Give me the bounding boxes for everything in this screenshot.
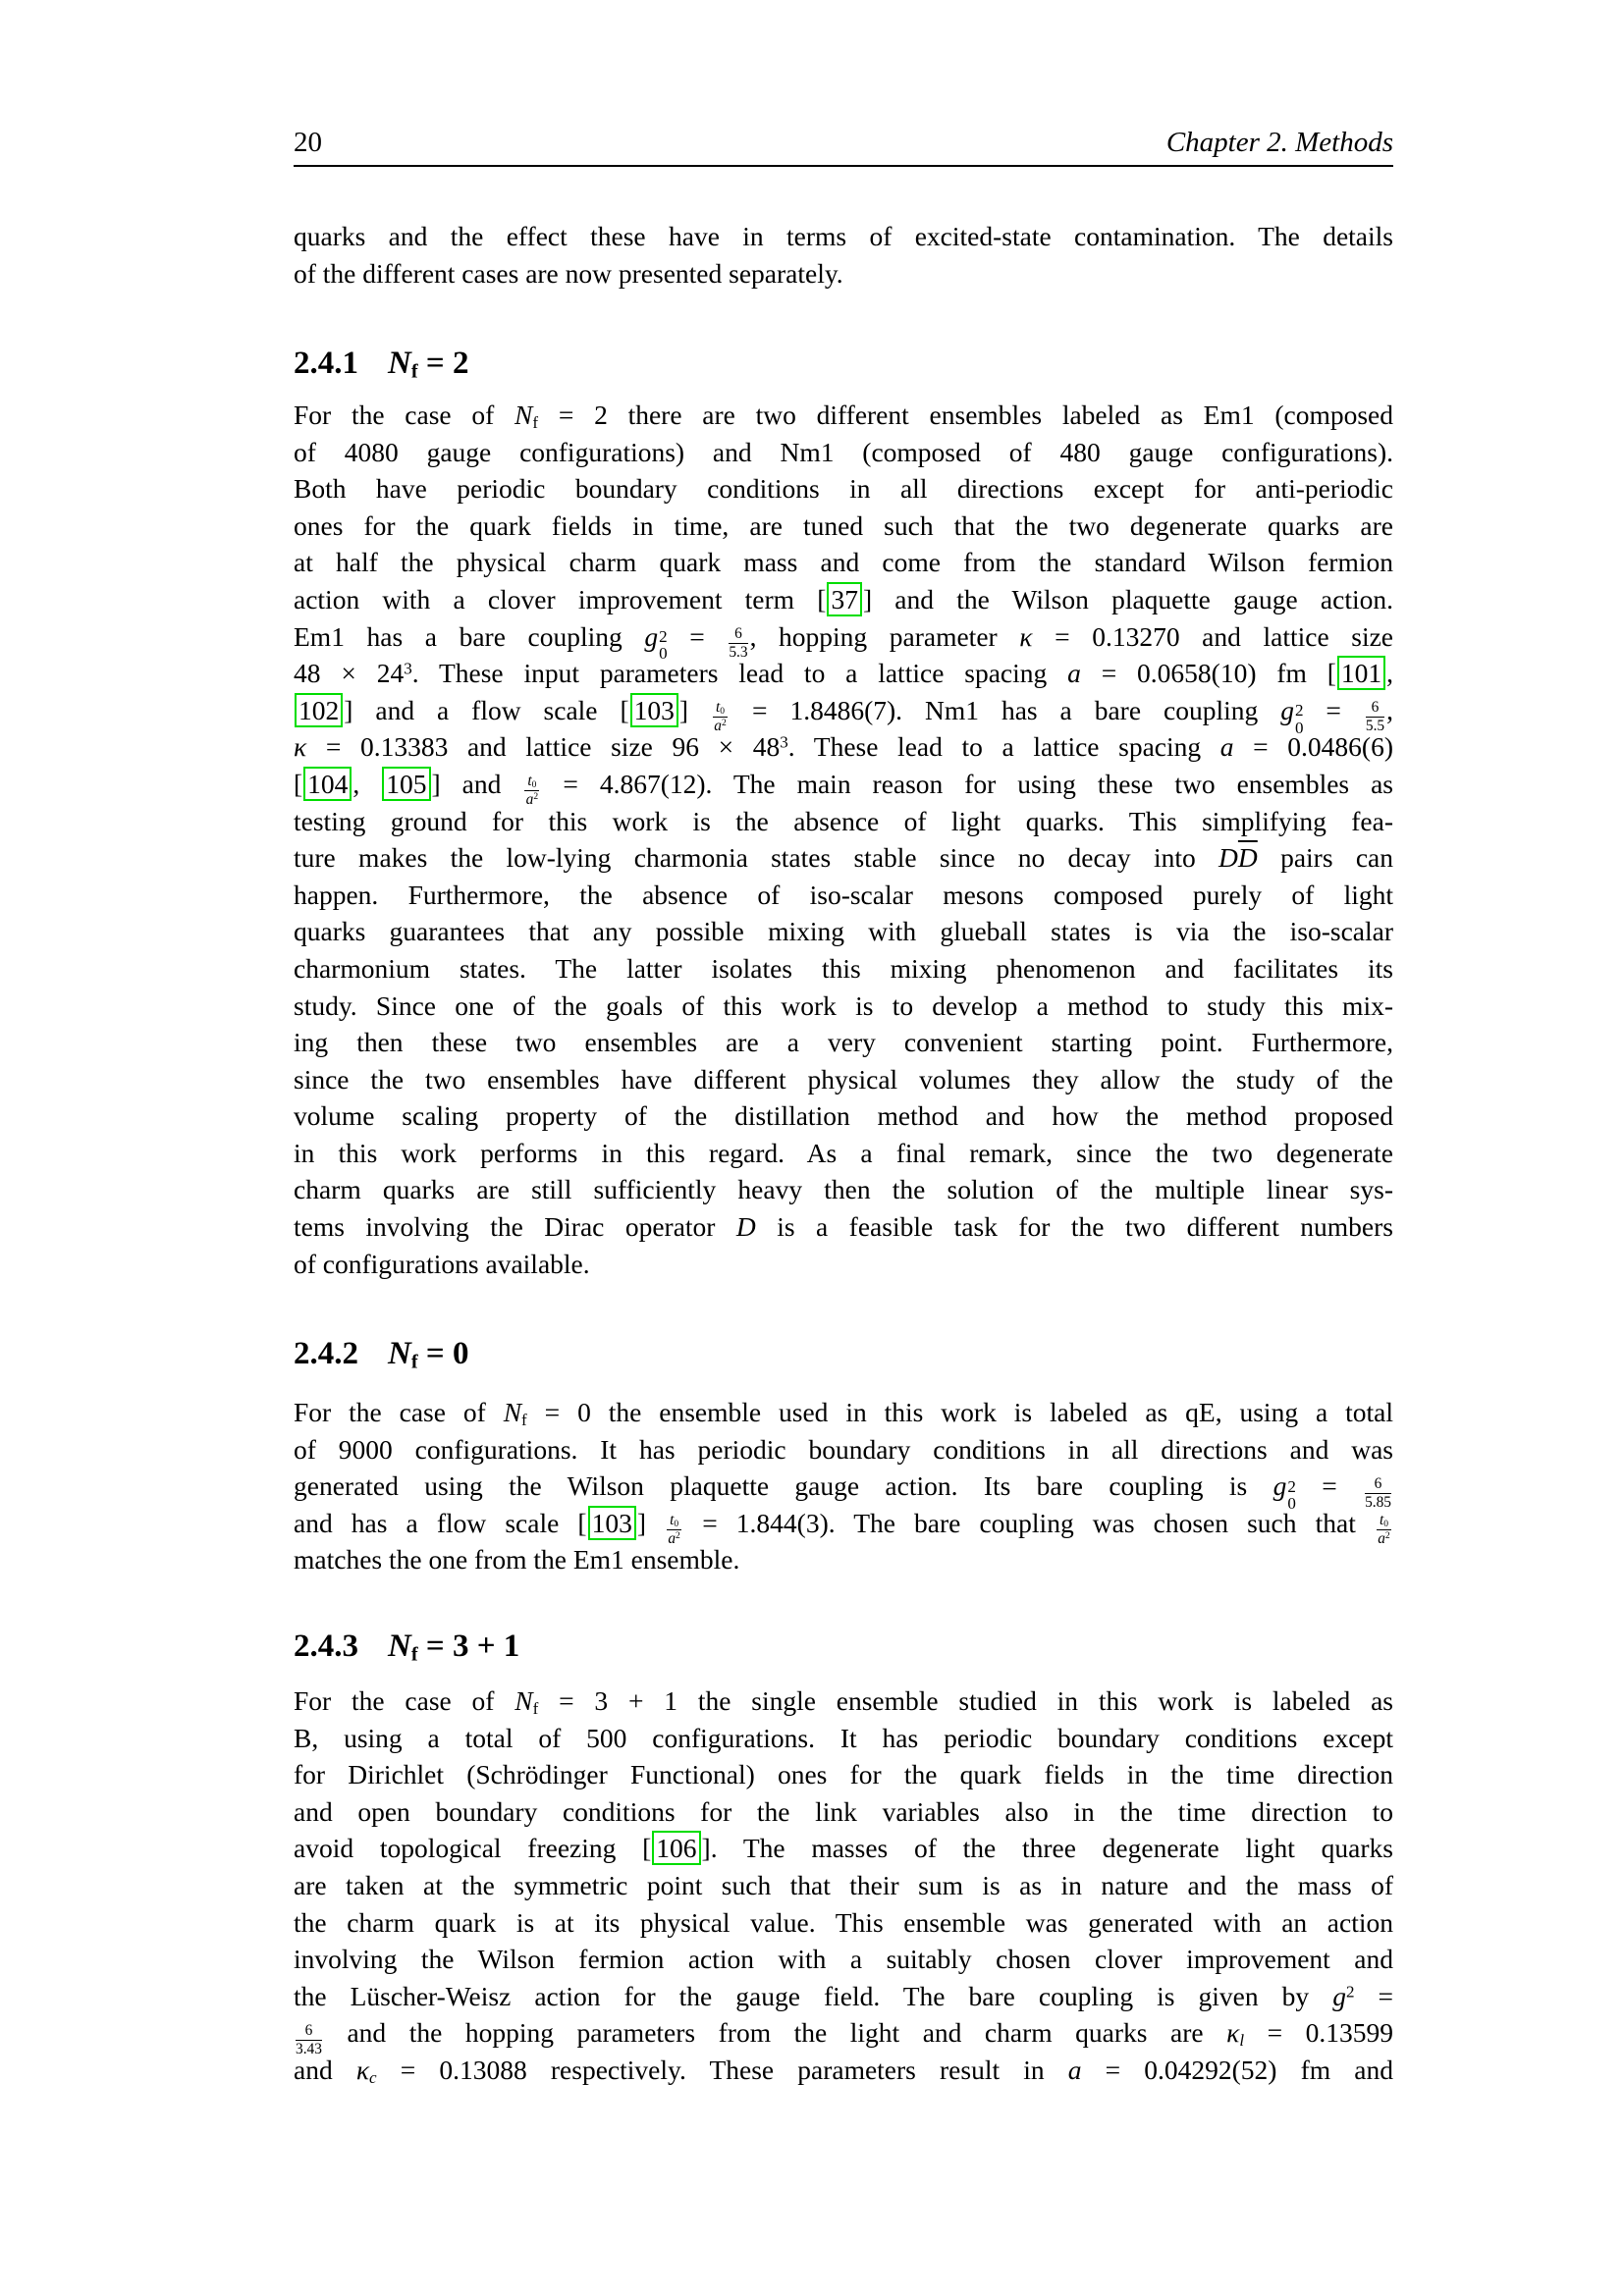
text-line: For the case of $N_f = 0$ the ensemble used in this work is labeled as qE, using a total (294, 1397, 1393, 1429)
citation-link[interactable]: 105 (382, 767, 430, 801)
text-column (294, 0, 1393, 2296)
text-line: ture makes the low-lying charmonia states stable since no decay into $D\overline{D}$ pairs can (294, 842, 1393, 874)
text-line: of the different cases are now presented separately. (294, 257, 843, 289)
section-title: $N_f = 2$ (388, 346, 469, 383)
inline-fraction: $\frac{6}{5.5}$ (1365, 699, 1385, 735)
header-rule (294, 165, 1393, 167)
text-line: and $\kappa_c = 0.13088$ respectively. These parameters result in a = 0.04292(52) fm and (294, 2054, 1393, 2087)
text-line: $\frac{6}{3.43}$ and the hopping parameters from the light and charm quarks are $\kappa_l = 0.13599$ (296, 2017, 1393, 2057)
inline-fraction: $\frac{6}{3.43}$ (296, 2021, 322, 2057)
text-line: the charm quark is at its physical value. This ensemble was generated with an action (294, 1906, 1393, 1938)
text-line: and open boundary conditions for the link variables also in the time direction to (294, 1795, 1393, 1827)
inline-fraction: $\frac{t_0}{a^2}$ (668, 1512, 680, 1548)
inline-fraction: $\frac{t_0}{a^2}$ (1378, 1512, 1390, 1548)
text-line: charmonium states. The latter isolates this mixing phenomenon and facilitates its (294, 952, 1393, 984)
text-line: generated using the Wilson plaquette gauge action. Its bare coupling is g 2 0 = $\frac{6}{5.85}$ (294, 1470, 1391, 1513)
text-line: in this work performs in this regard. As a final remark, since the two degenerate (294, 1137, 1393, 1168)
running-header: Chapter 2. Methods (1165, 127, 1393, 158)
text-line: at half the physical charm quark mass and come from the standard Wilson fermion (294, 547, 1393, 578)
page-number: 20 (294, 127, 322, 158)
citation-link[interactable]: 103 (630, 693, 678, 727)
text-line: quarks guarantees that any possible mixing with glueball states is via the iso-scalar (294, 916, 1393, 947)
text-line: charm quarks are still sufficiently heavy then the solution of the multiple linear sys- (294, 1174, 1393, 1205)
sub-sup-stack: 2 0 (1294, 701, 1304, 737)
text-line: avoid topological freezing [ 106 ]. The masses of the three degenerate light quarks (294, 1833, 1393, 1864)
text-line: happen. Furthermore, the absence of iso-scalar mesons composed purely of light (294, 879, 1393, 910)
text-line: B, using a total of 500 configurations. It has periodic boundary conditions except (294, 1722, 1393, 1753)
section-242-paragraph (294, 1397, 1393, 1581)
section-heading-241 (294, 344, 1393, 383)
text-line: study. Since one of the goals of this work is to develop a method to study this mix- (294, 989, 1393, 1021)
text-line: Em1 has a bare coupling g 2 0 = $\frac{6}{5.3}$ , hopping parameter κ = 0.13270 and lattice size (294, 620, 1394, 664)
inline-fraction: $\frac{t_0}{a^2}$ (714, 699, 727, 735)
text-line: action with a clover improvement term [ 37 ] and the Wilson plaquette gauge action. (294, 583, 1393, 614)
text-line: tems involving the Dirac operator D is a feasible task for the two different numbers (294, 1211, 1393, 1243)
text-line: the Lüscher-Weisz action for the gauge field. The bare coupling is given by $g^2$ = (294, 1980, 1393, 2011)
section-number: 2.4.2 (294, 1336, 358, 1371)
section-number: 2.4.3 (294, 1629, 358, 1664)
inline-fraction: $\frac{6}{5.3}$ (729, 625, 748, 662)
inline-fraction: $\frac{6}{5.85}$ (1365, 1474, 1391, 1511)
text-line: of configurations available. (294, 1248, 590, 1279)
citation-link[interactable]: 104 (303, 767, 352, 801)
citation-link[interactable]: 103 (588, 1506, 636, 1540)
text-line: 102 ] and a flow scale [ 103 ] $\frac{t_0}{a^2}$ = 1.8486(7). Nm1 has a bare coupling g 2 0 = $\frac{6}{5.5}$ , (294, 695, 1393, 732)
text-line: of 9000 configurations. It has periodic boundary conditions in all directions and was (294, 1433, 1393, 1465)
text-line: Both have periodic boundary conditions in all directions except for anti-periodic (294, 473, 1393, 505)
citation-link[interactable]: 37 (827, 582, 862, 616)
text-line: of 4080 gauge configurations) and Nm1 (composed of 480 gauge configurations). (294, 436, 1393, 467)
inline-fraction: $\frac{t_0}{a^2}$ (525, 773, 539, 809)
text-line: involving the Wilson fermion action with a suitably chosen clover improvement and (294, 1944, 1393, 1975)
text-line: volume scaling property of the distillation method and how the method proposed (294, 1100, 1393, 1132)
page-header (294, 128, 1393, 157)
citation-link[interactable]: 102 (295, 693, 343, 727)
intro-paragraph (294, 221, 1393, 294)
section-heading-243 (294, 1627, 1393, 1666)
text-line: matches the one from the Em1 ensemble. (294, 1544, 740, 1575)
text-line: quarks and the effect these have in terms of excited-state contamination. The details (294, 221, 1393, 251)
text-line: For the case of $N_f = 2$ there are two different ensembles labeled as Em1 (composed (294, 400, 1394, 432)
text-line: ing then these two ensembles are a very convenient starting point. Furthermore, (294, 1027, 1393, 1058)
text-line: testing ground for this work is the absence of light quarks. This simplifying fea- (294, 805, 1393, 836)
text-line: are taken at the symmetric point such that their sum is as in nature and the mass of (294, 1869, 1393, 1900)
section-241-paragraph (294, 400, 1393, 1285)
section-heading-242 (294, 1334, 1393, 1373)
section-title: $N_f = 3 + 1$ (388, 1629, 520, 1666)
citation-link[interactable]: 106 (652, 1831, 700, 1865)
section-number: 2.4.1 (294, 346, 358, 381)
text-line: $48 \times 24^3$. These input parameters lead to a lattice spacing a = 0.0658(10) fm [ 101 , (294, 658, 1393, 689)
sub-sup-stack: 2 0 (1287, 1476, 1296, 1513)
text-line: κ = 0.13383 and lattice size $96 \times 48^3$. These lead to a lattice spacing a = 0.0486(6) (294, 731, 1393, 763)
text-line: [ 104 , 105 ] and $\frac{t_0}{a^2}$ = 4.867(12). The main reason for using these two ensembles as (294, 768, 1393, 809)
text-line: since the two ensembles have different physical volumes they allow the study of the (294, 1063, 1393, 1095)
text-line: for Dirichlet (Schrödinger Functional) ones for the quark fields in the time direction (294, 1759, 1393, 1790)
section-243-paragraph (294, 1685, 1393, 2092)
section-title: $N_f = 0$ (388, 1336, 469, 1373)
text-line: and has a flow scale [ 103 ] $\frac{t_0}{a^2}$ = 1.844(3). The bare coupling was chosen such that $\frac{t_0}{a^2}$ (294, 1507, 1390, 1548)
citation-link[interactable]: 101 (1337, 656, 1385, 690)
text-line: ones for the quark fields in time, are tuned such that the two degenerate quarks are (294, 509, 1393, 541)
sub-sup-stack: 2 0 (659, 626, 668, 664)
text-line: For the case of $N_f = 3 + 1$ the single ensemble studied in this work is labeled as (294, 1685, 1393, 1718)
